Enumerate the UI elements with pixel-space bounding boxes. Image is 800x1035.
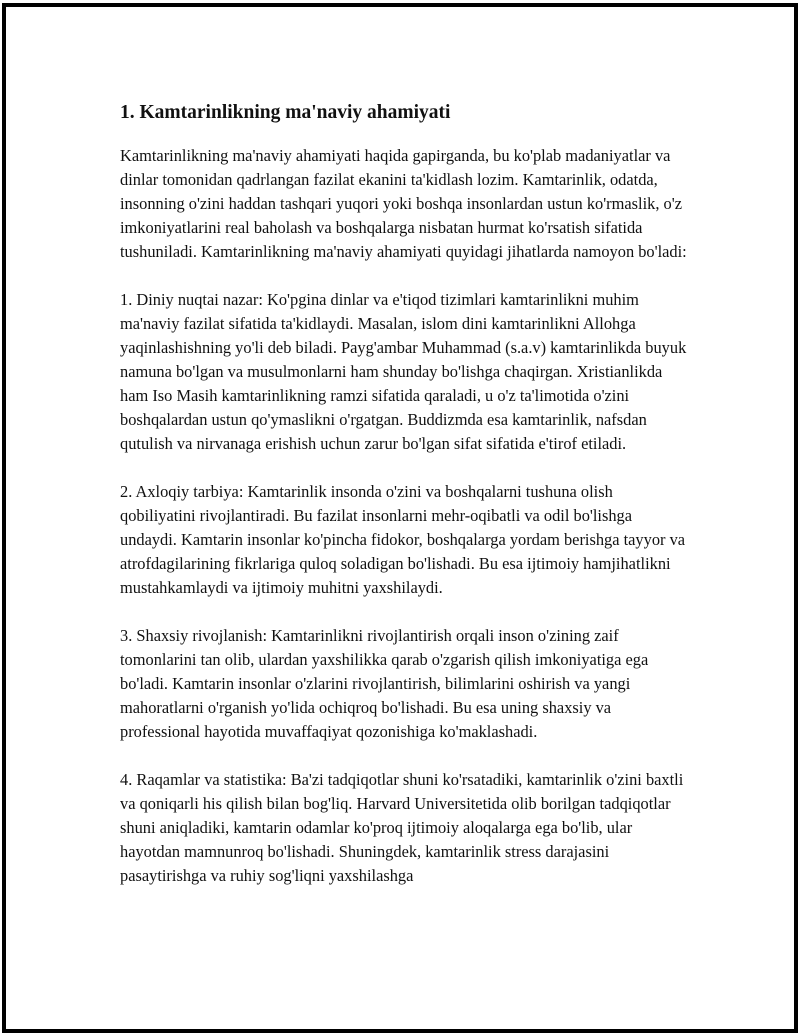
paragraph-moral-upbringing: 2. Axloqiy tarbiya: Kamtarinlik insonda o'zini va boshqalarni tushuna olish qobiliyatini rivojlantiradi. Bu fazilat insonlarni mehr-oqibatli va odil bo'lishga undaydi. Kamtarin insonlar ko'pincha fidokor, boshqalarga yordam berishga tayyor va atrofdagilarining fikrlariga quloq soladigan bo'lishadi. Bu esa ijtimoiy hamjihatlikni mustahkamlaydi va ijtimoiy muhitni yaxshilaydi. xyxy=(120,482,686,597)
paragraph-personal-development: 3. Shaxsiy rivojlanish: Kamtarinlikni rivojlantirish orqali inson o'zining zaif tomonlarini tan olib, ulardan yaxshilikka qarab o'zgarish qilish imkoniyatiga ega bo'ladi. Kamtarin insonlar o'zlarini rivojlantirish, bilimlarini oshirish va yangi mahoratlarni o'rganish yo'lida ochiqroq bo'lishadi. Bu esa uning shaxsiy va professional hayotida muvaffaqiyat qozonishiga ko'maklashadi. xyxy=(120,626,649,741)
intro-paragraph: Kamtarinlikning ma'naviy ahamiyati haqida gapirganda, bu ko'plab madaniyatlar va dinlar tomonidan qadrlangan fazilat ekanini ta'kidlash lozim. Kamtarinlik, odatda, insonning o'zini haddan tashqari yuqori yoki boshqa insonlardan ustun ko'rmaslik, o'z imkoniyatlarini real baholash va boshqalarga nisbatan hurmat ko'rsatish sifatida tushuniladi. Kamtarinlikning ma'naviy ahamiyati quyidagi jihatlarda namoyon bo'ladi: xyxy=(120,146,687,261)
document-body xyxy=(120,99,690,912)
page-frame xyxy=(2,3,798,1033)
paragraph-numbers-statistics: 4. Raqamlar va statistika: Ba'zi tadqiqotlar shuni ko'rsatadiki, kamtarinlik o'zini baxtli va qoniqarli his qilish bilan bog'liq. Harvard Universitetida olib borilgan tadqiqotlar shuni aniqladiki, kamtarin odamlar ko'proq ijtimoiy aloqalarga ega bo'lib, ular hayotdan mamnunroq bo'lishadi. Shuningdek, kamtarinlik stress darajasini pasaytirishga va ruhiy sog'liqni yaxshilashga xyxy=(120,770,684,885)
paragraph-religious-view: 1. Diniy nuqtai nazar: Ko'pgina dinlar va e'tiqod tizimlari kamtarinlikni muhim ma'naviy fazilat sifatida ta'kidlaydi. Masalan, islom dini kamtarinlikni Allohga yaqinlashishning yo'li deb biladi. Payg'ambar Muhammad (s.a.v) kamtarinlikda buyuk namuna bo'lgan va musulmonlarni ham shunday bo'lishga chaqirgan. Xristianlikda ham Iso Masih kamtarinlikning ramzi sifatida qaraladi, u o'z ta'limotida o'zini boshqalardan ustun qo'ymaslikni o'rgatgan. Buddizmda esa kamtarinlik, nafsdan qutulish va nirvanaga erishish uchun zarur bo'lgan sifat sifatida e'tirof etiladi. xyxy=(120,290,687,453)
section-heading: 1. Kamtarinlikning ma'naviy ahamiyati xyxy=(120,102,451,123)
